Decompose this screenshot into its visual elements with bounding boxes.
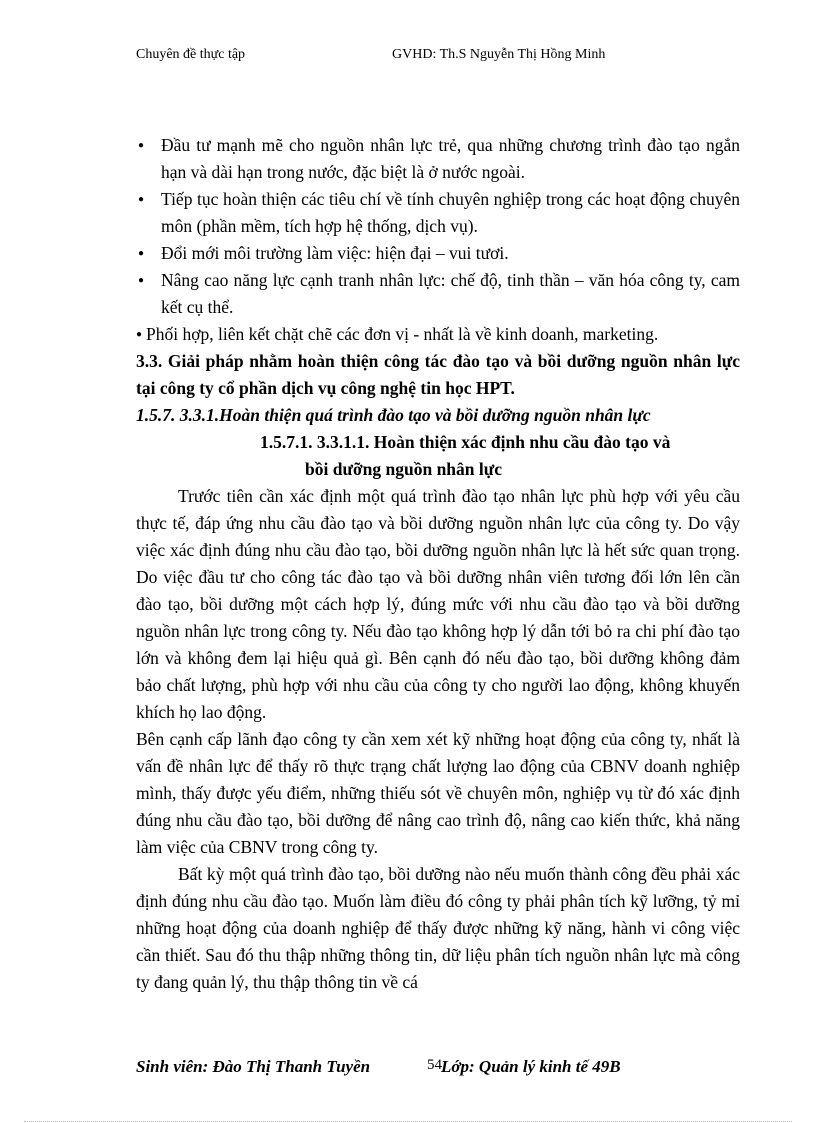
bullet-item: ● Phối hợp, liên kết chặt chẽ các đơn vị - nhất là về kinh doanh, marketing.: [136, 321, 740, 348]
body-paragraph: Bên cạnh cấp lãnh đạo công ty cần xem xét kỹ những hoạt động của công ty, nhất là vấn đề nhân lực để thấy rõ thực trạng chất lượng lao động của CBNV doanh nghiệp mình, thấy được yếu điểm, những thiếu sót về chuyên môn, nghiệp vụ từ đó xác định đúng nhu cầu đào tạo, bồi dưỡng để nâng cao trình độ, nâng cao kiến thức, khả năng làm việc của CBNV trong công ty.: [136, 729, 740, 857]
heading-line-1: 1.5.7.1. 3.3.1.1. Hoàn thiện xác định nhu cầu đào tạo và: [260, 432, 671, 452]
page-number: 54: [427, 1057, 442, 1073]
header-report-title: Chuyên đề thực tập: [136, 47, 246, 62]
section-heading-3-3: 3.3. Giải pháp nhằm hoàn thiện công tác đào tạo và bồi dưỡng nguồn nhân lực tại công ty cổ phần dịch vụ công nghệ tin học HPT.: [136, 351, 740, 398]
bullet-item: ● Nâng cao năng lực cạnh tranh nhân lực: chế độ, tinh thần – văn hóa công ty, cam kết cụ thể.: [136, 267, 740, 321]
bullet-item: ● Tiếp tục hoàn thiện các tiêu chí về tính chuyên nghiệp trong các hoạt động chuyên môn (phần mềm, tích hợp hệ thống, dịch vụ).: [136, 186, 740, 240]
bullet-item: ● Đổi mới môi trường làm việc: hiện đại – vui tươi.: [136, 240, 740, 267]
section-heading-3-3-1: 1.5.7. 3.3.1.Hoàn thiện quá trình đào tạo và bồi dưỡng nguồn nhân lực: [136, 405, 651, 425]
page-header: [136, 47, 740, 67]
footer-student: Sinh viên: Đào Thị Thanh Tuyền: [136, 1057, 371, 1076]
body-paragraph: Bất kỳ một quá trình đào tạo, bồi dưỡng nào nếu muốn thành công đều phải xác định đúng nhu cầu đào tạo. Muốn làm điều đó công ty phải phân tích kỹ lưỡng, tỷ mỉ những hoạt động của doanh nghiệp để thấy được những kỹ năng, hành vi công việc cần thiết. Sau đó thu thập những thông tin, dữ liệu phân tích nguồn nhân lực mà công ty đang quản lý, thu thập thông tin về cá: [136, 864, 740, 992]
heading-line-2: bồi dưỡng nguồn nhân lực: [305, 459, 503, 479]
body-paragraph: Trước tiên cần xác định một quá trình đào tạo nhân lực phù hợp với yêu cầu thực tế, đáp ứng nhu cầu đào tạo và bồi dưỡng nguồn nhân lực của công ty. Do vậy việc xác định đúng nhu cầu đào tạo, bồi dưỡng nguồn nhân lực là hết sức quan trọng. Do việc đầu tư cho công tác đào tạo và bồi dưỡng nhân viên tương đối lớn lên cần đào tạo, bồi dưỡng một cách hợp lý, đúng mức với nhu cầu đào tạo và bồi dưỡng nguồn nhân lực trong công ty. Nếu đào tạo không hợp lý dẫn tới bỏ ra chi phí đào tạo lớn và không đem lại hiệu quả gì. Bên cạnh đó nếu đào tạo, bồi dưỡng không đảm bảo chất lượng, phù hợp với nhu cầu của công ty cho người lao động, không khuyến khích họ lao động.: [136, 486, 740, 722]
page-bottom-divider: [24, 1121, 792, 1122]
bullet-item: ● Đầu tư mạnh mẽ cho nguồn nhân lực trẻ, qua những chương trình đào tạo ngắn hạn và dài hạn trong nước, đặc biệt là ở nước ngoài.: [136, 132, 740, 186]
section-heading-3-3-1-1: [136, 429, 740, 483]
document-body: [136, 132, 740, 996]
header-supervisor: GVHD: Th.S Nguyễn Thị Hồng Minh: [392, 47, 606, 62]
footer-class: Lớp: Quản lý kinh tế 49B: [441, 1057, 621, 1076]
